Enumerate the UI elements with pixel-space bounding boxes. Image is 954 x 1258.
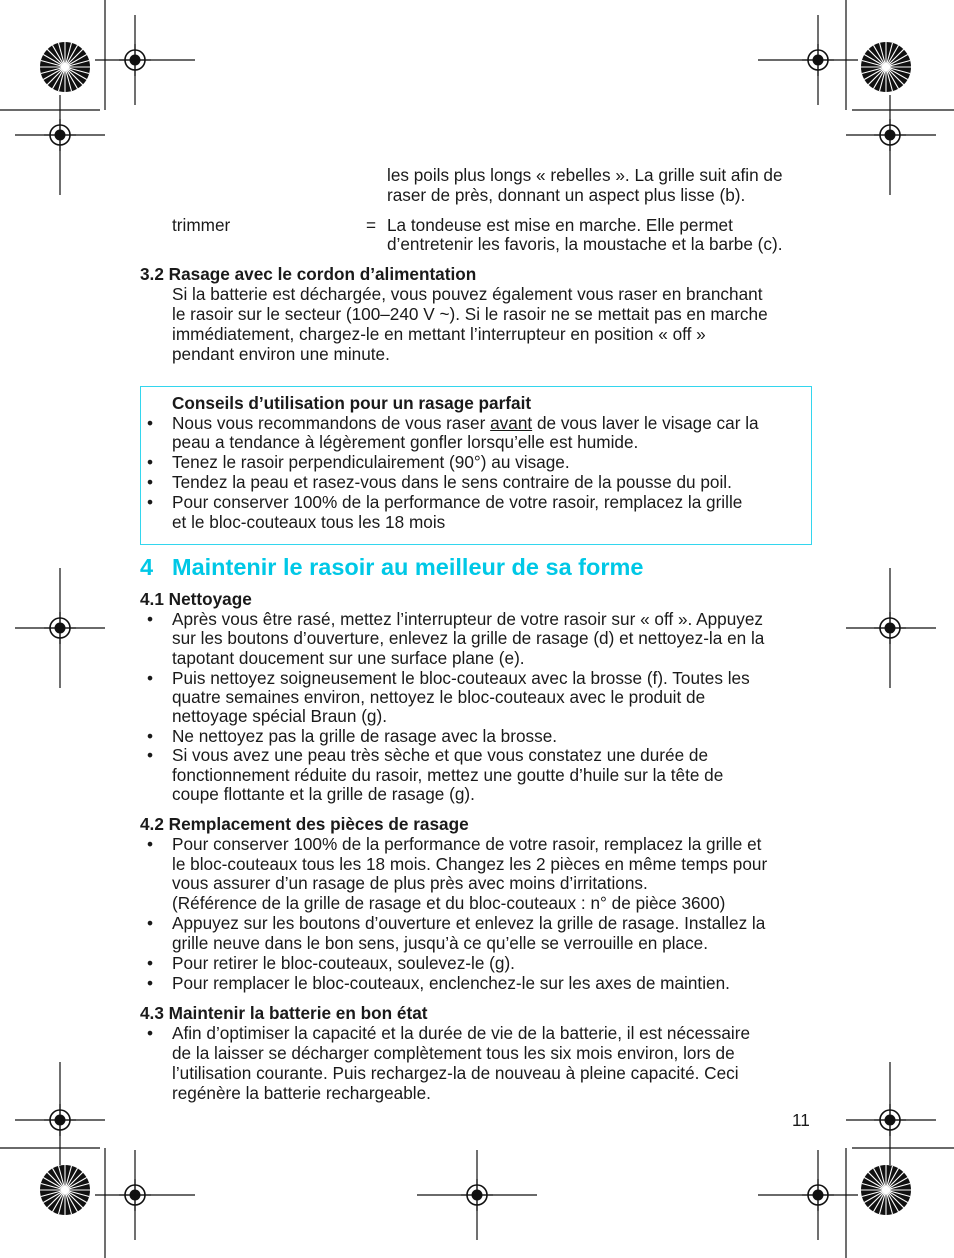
- list-item-line: sur les boutons d’ouverture, enlevez la grille de rasage (d) et nettoyez-la en la: [172, 628, 765, 648]
- bullet: •: [147, 745, 154, 765]
- list-item: Après vous être rasé, mettez l’interrupteur de votre rasoir sur « off ». Appuyez: [172, 609, 764, 629]
- list-item-line: tapotant doucement sur une surface plane (e).: [172, 648, 525, 668]
- intro-line: les poils plus longs « rebelles ». La grille suit afin de: [387, 165, 783, 185]
- section-3-2-title: 3.2 Rasage avec le cordon d’alimentation: [140, 264, 477, 284]
- bullet: •: [147, 834, 154, 854]
- list-item: Pour remplacer le bloc-couteaux, enclenchez-le sur les axes de maintien.: [172, 973, 730, 993]
- trimmer-term: trimmer: [172, 215, 231, 235]
- list-item-line: le bloc-couteaux tous les 18 mois. Changez les 2 pièces en même temps pour: [172, 854, 768, 874]
- chapter-heading: [140, 553, 643, 581]
- list-item: Ne nettoyez pas la grille de rasage avec la brosse.: [172, 726, 558, 746]
- tip-item-line: et le bloc-couteaux tous les 18 mois: [172, 512, 446, 532]
- tips-title: Conseils d’utilisation pour un rasage parfait: [172, 393, 532, 413]
- list-item: Si vous avez une peau très sèche et que vous constatez une durée de: [172, 745, 709, 765]
- trimmer-description: La tondeuse est mise en marche. Elle permet: [387, 215, 733, 235]
- tip-item: Pour conserver 100% de la performance de votre rasoir, remplacez la grille: [172, 492, 743, 512]
- tip-item: Tenez le rasoir perpendiculairement (90°) au visage.: [172, 452, 570, 472]
- bullet: •: [147, 973, 154, 993]
- chapter-title: Maintenir le rasoir au meilleur de sa forme: [172, 554, 644, 580]
- section-3-2-text: le rasoir sur le secteur (100–240 V ~). Si le rasoir ne se mettait pas en marche: [172, 304, 768, 324]
- tip-item-line: peau a tendance à légèrement gonfler lorsqu’elle est humide.: [172, 432, 639, 452]
- intro-line: raser de près, donnant un aspect plus lisse (b).: [387, 185, 746, 205]
- list-item-line: nettoyage spécial Braun (g).: [172, 706, 387, 726]
- list-item-line: grille neuve dans le bon sens, jusqu’à ce qu’elle se verrouille en place.: [172, 933, 709, 953]
- bullet: •: [147, 726, 154, 746]
- section-3-2-text: pendant environ une minute.: [172, 344, 390, 364]
- bullet: •: [147, 413, 154, 433]
- list-item-line: vous assurer d’un rasage de plus près avec moins d’irritations.: [172, 873, 648, 893]
- list-item-line: de la laisser se décharger complètement tous les six mois environ, lors de: [172, 1043, 735, 1063]
- trimmer-description: d’entretenir les favoris, la moustache et la barbe (c).: [387, 234, 783, 254]
- list-item: Appuyez sur les boutons d’ouverture et enlevez la grille de rasage. Installez la: [172, 913, 766, 933]
- bullet: •: [147, 452, 154, 472]
- tip-text: Nous vous recommandons de vous raser: [172, 413, 491, 433]
- equals-sign: =: [366, 215, 377, 235]
- list-item-line: (Référence de la grille de rasage et du bloc-couteaux : n° de pièce 3600): [172, 893, 726, 913]
- bullet: •: [147, 472, 154, 492]
- list-item: Pour retirer le bloc-couteaux, soulevez-le (g).: [172, 953, 515, 973]
- section-4-1-title: 4.1 Nettoyage: [140, 589, 252, 609]
- bullet: •: [147, 1023, 154, 1043]
- bullet: •: [147, 953, 154, 973]
- list-item-line: fonctionnement réduite du rasoir, mettez une goutte d’huile sur la tête de: [172, 765, 724, 785]
- tip-item: [172, 413, 759, 433]
- bullet: •: [147, 913, 154, 933]
- section-4-2-title: 4.2 Remplacement des pièces de rasage: [140, 814, 469, 834]
- tip-emphasis: avant: [490, 413, 533, 433]
- bullet: •: [147, 492, 154, 512]
- list-item-line: regénère la batterie rechargeable.: [172, 1083, 431, 1103]
- list-item-line: coupe flottante et la grille de rasage (g).: [172, 784, 475, 804]
- bullet: •: [147, 609, 154, 629]
- bullet: •: [147, 668, 154, 688]
- list-item: Afin d’optimiser la capacité et la durée de vie de la batterie, il est nécessaire: [172, 1023, 751, 1043]
- section-3-2-text: Si la batterie est déchargée, vous pouvez également vous raser en branchant: [172, 284, 763, 304]
- page-number: 11: [792, 1110, 810, 1130]
- section-3-2-text: immédiatement, chargez-le en mettant l’interrupteur en position « off »: [172, 324, 706, 344]
- list-item: Pour conserver 100% de la performance de votre rasoir, remplacez la grille et: [172, 834, 762, 854]
- tip-text: de vous laver le visage car la: [532, 413, 759, 433]
- tip-item: Tendez la peau et rasez-vous dans le sens contraire de la pousse du poil.: [172, 472, 732, 492]
- section-4-3-title: 4.3 Maintenir la batterie en bon état: [140, 1003, 428, 1023]
- list-item-line: quatre semaines environ, nettoyez le bloc-couteaux avec le produit de: [172, 687, 706, 707]
- list-item: Puis nettoyez soigneusement le bloc-couteaux avec la brosse (f). Toutes les: [172, 668, 750, 688]
- list-item-line: l’utilisation courante. Puis rechargez-la de nouveau à pleine capacité. Ceci: [172, 1063, 739, 1083]
- chapter-number: 4: [140, 554, 154, 580]
